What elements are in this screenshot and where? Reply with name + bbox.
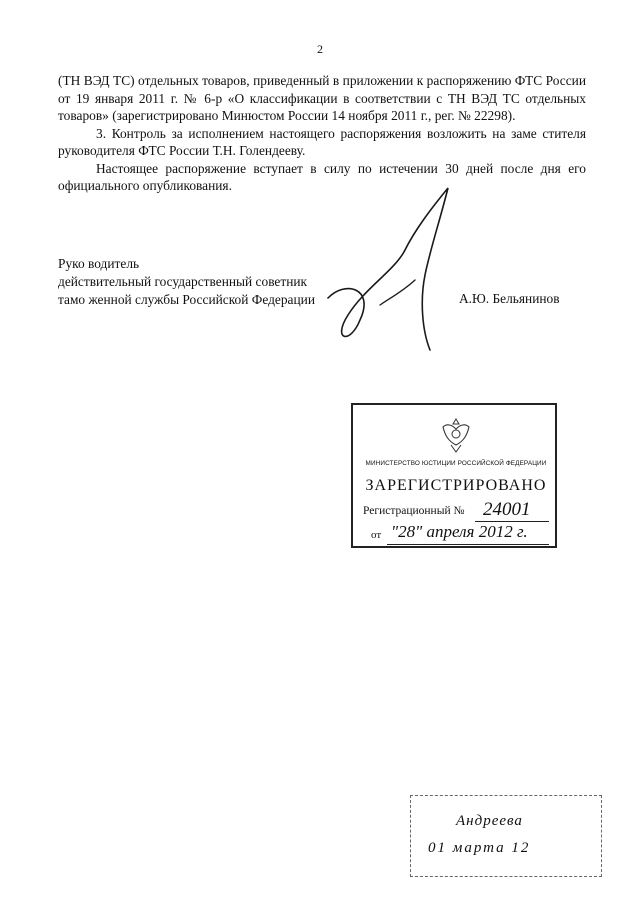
registration-stamp: [351, 403, 557, 548]
signer-name: А.Ю. Бельянинов: [459, 291, 560, 306]
paragraph-3: Настоящее распоряжение вступает в силу по истечении 30 дней после дня его официального опубликования.: [58, 160, 586, 193]
signatory-position-line-2: действительный государственный советник: [58, 274, 308, 289]
stamp-reg-number: 24001: [483, 499, 531, 520]
page-number: 2: [317, 42, 323, 56]
stamp-date-value: "28" апреля 2012 г.: [391, 522, 528, 541]
signature-scribble: [320, 180, 460, 360]
handwritten-note-name: Андреева: [456, 813, 523, 829]
eagle-emblem-icon: [437, 415, 475, 455]
paragraph-2: 3. Контроль за исполнением настоящего распоряжения возложить на заме стителя руководителя ФТС России Т.Н. Голендееву.: [58, 125, 586, 158]
stamp-date-prefix: от: [371, 529, 382, 541]
stamp-date-underline: [387, 544, 549, 545]
signatory-block: [58, 255, 315, 309]
signatory-position-line-1: Руко водитель: [58, 256, 140, 271]
handwritten-note-date: 01 марта 12: [428, 840, 531, 856]
signatory-position-line-3: тамо женной службы Российской Федерации: [58, 292, 315, 307]
stamp-ministry: МИНИСТЕРСТВО ЮСТИЦИИ РОССИЙСКОЙ ФЕДЕРАЦИИ: [365, 460, 547, 467]
handwritten-note-box: [410, 795, 602, 877]
paragraph-1: (ТН ВЭД ТС) отдельных товаров, приведенный в приложении к распоряжению ФТС России от 19 января 2011 г. № 6-р «О классификации в соответствии с ТН ВЭД ТС отдельных товаров» (зарегистрировано Минюстом России 14 ноября 2011 г., рег. № 22298).: [58, 73, 586, 123]
stamp-title: ЗАРЕГИСТРИРОВАНО: [365, 477, 547, 494]
body-text: [58, 72, 586, 195]
stamp-reg-label: Регистрационный №: [363, 505, 465, 517]
